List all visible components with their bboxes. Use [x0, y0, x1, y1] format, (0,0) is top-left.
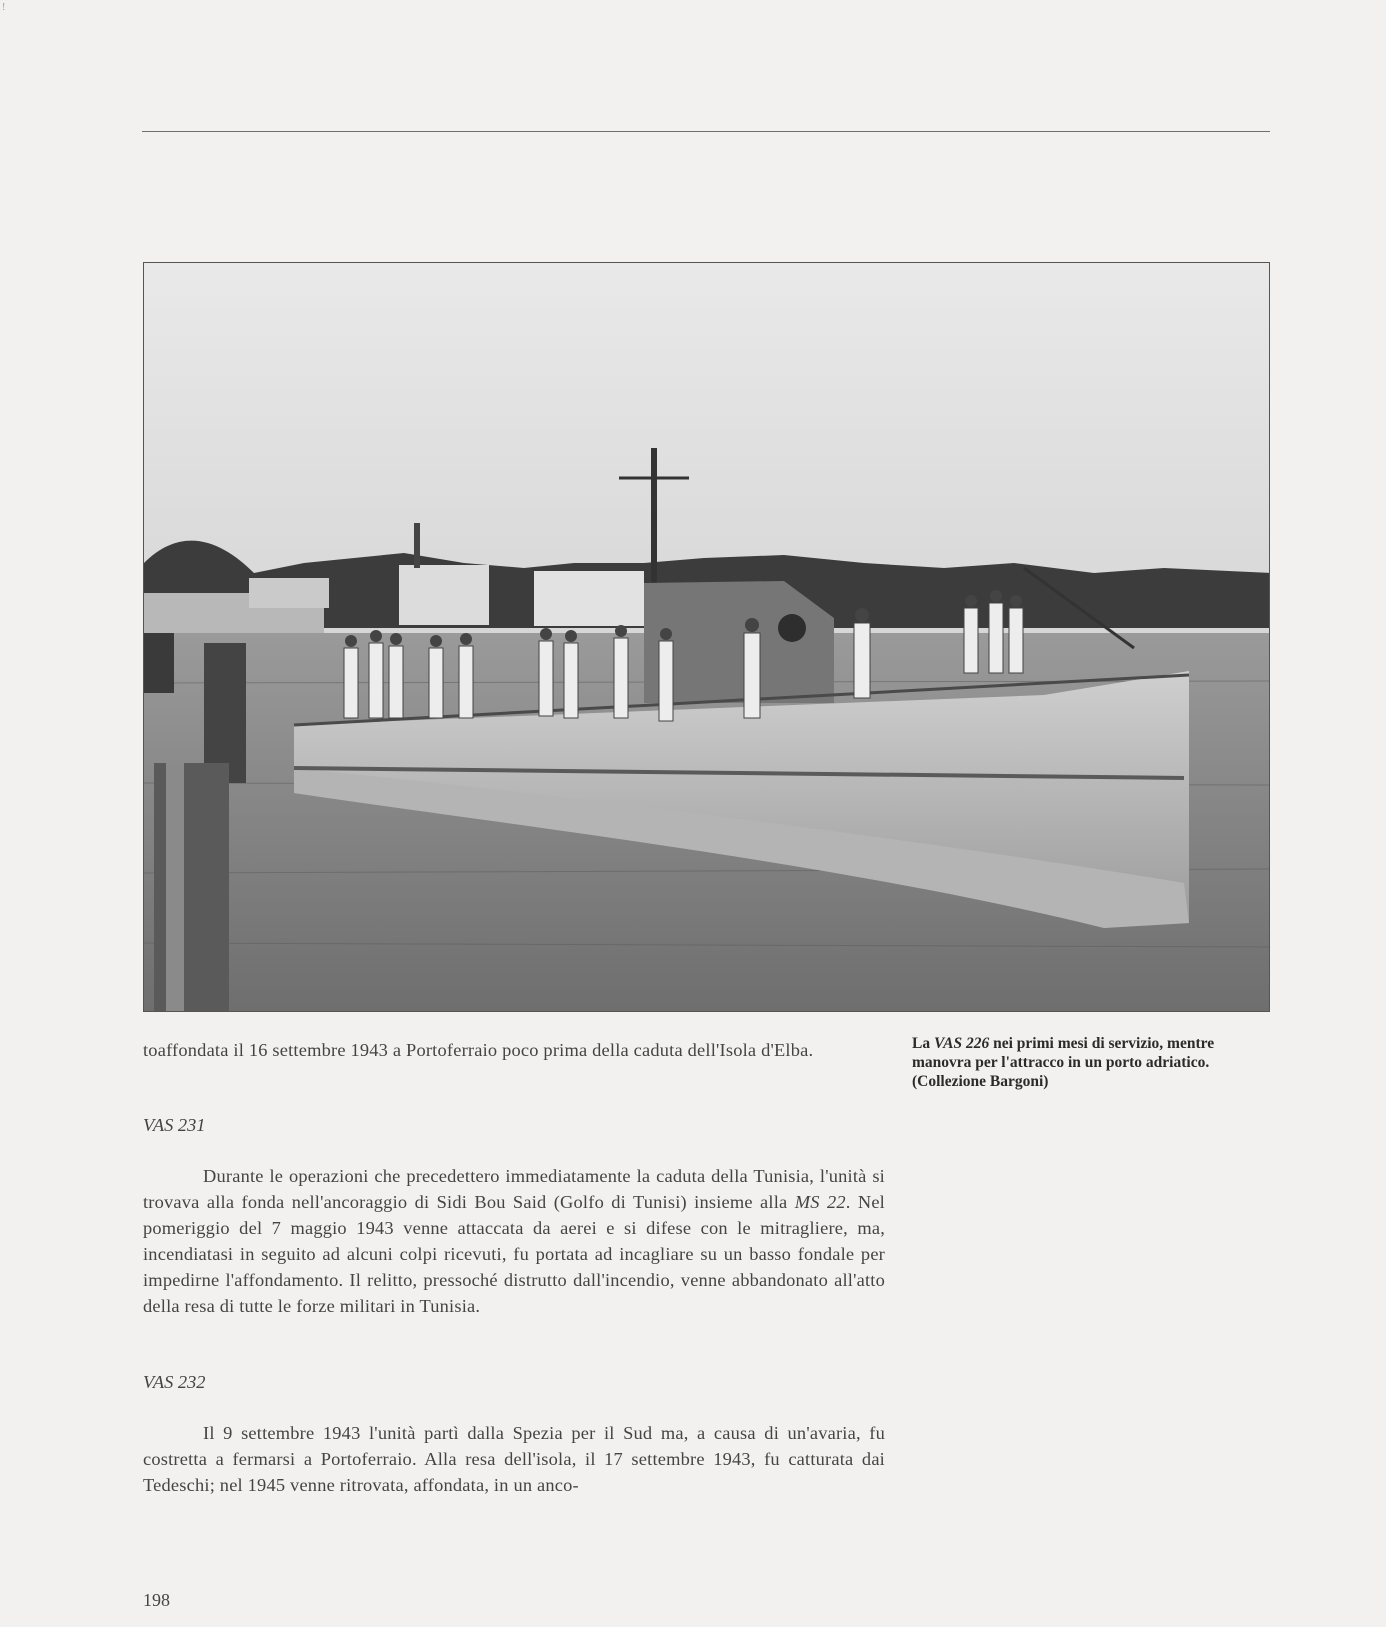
paragraph-continuation: toaffondata il 16 settembre 1943 a Portoferraio poco prima della caduta dell'Isola d'Elba.	[143, 1040, 814, 1060]
boat-photo-illustration	[144, 263, 1270, 1012]
caption-vessel: VAS 226	[933, 1035, 990, 1052]
section-heading-vas-231: VAS 231	[143, 1115, 206, 1135]
page-number: 198	[143, 1590, 170, 1610]
header-rule	[142, 131, 1270, 132]
caption-prefix: La	[912, 1035, 934, 1052]
section-heading-vas-232: VAS 232	[143, 1372, 206, 1392]
photo-caption	[912, 1034, 1272, 1091]
boat-photograph	[143, 262, 1270, 1012]
paragraph-vas-232: Il 9 settembre 1943 l'unità partì dalla Spezia per il Sud ma, a causa di un'avaria, fu costretta a fermarsi a Portoferraio. Alla resa dell'isola, il 17 settembre 1943, fu catturata dai Tedeschi; nel 1945 venne ritrovata, affondata, in un anco-	[143, 1423, 885, 1495]
paragraph-vas-231-text-a: Durante le operazioni che precedettero immediatamente la caduta della Tunisia, l'unità si trovava alla fonda nell'ancoraggio di Sidi Bou Said (Golfo di Tunisi) insieme alla	[143, 1166, 885, 1212]
caption-text: nei primi mesi di servizio, mentre manovra per l'attracco in un porto adriatico. (Collezione Bargoni)	[912, 1035, 1215, 1090]
margin-mark: !	[2, 2, 6, 13]
paragraph-vas-231-text-b: . Nel pomeriggio del 7 maggio 1943 venne attaccata da aerei e si difese con le mitragliere, ma, incendiatasi in seguito ad alcuni colpi ricevuti, fu portata ad incagliare su un basso fondale per impedirne l'affondamento. Il relitto, pressoché distrutto dall'incendio, venne abbandonato all'atto della resa di tutte le forze militari in Tunisia.	[143, 1192, 885, 1316]
paragraph-vas-231-vessel: MS 22	[794, 1192, 846, 1212]
paragraph-vas-231	[143, 1163, 885, 1319]
